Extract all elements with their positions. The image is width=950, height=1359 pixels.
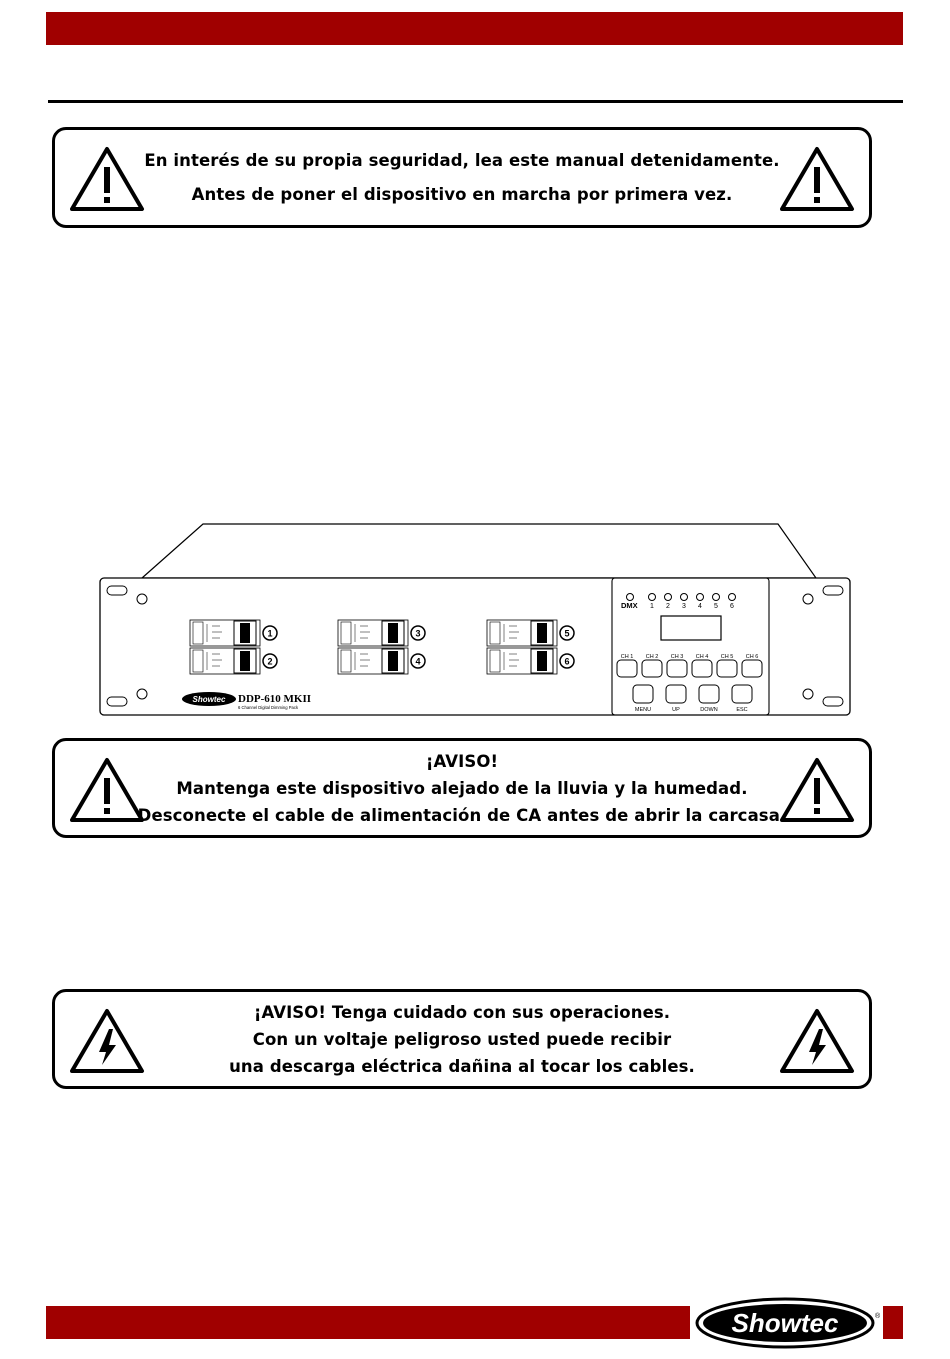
exclamation-triangle-icon — [779, 756, 855, 824]
led-label: 6 — [730, 603, 734, 610]
logo-text: Showtec — [731, 1308, 839, 1338]
control-button-label: MENU — [634, 707, 652, 713]
device-logo — [182, 692, 236, 706]
device-illustration — [95, 520, 855, 720]
led-label: 5 — [714, 603, 718, 610]
moisture-title: ¡AVISO! — [425, 751, 499, 771]
electric-line-3: una descarga eléctrica dañina al tocar los cables. — [229, 1056, 695, 1076]
device-subtitle: 6 Channel Digital Dimming Pack — [238, 705, 299, 710]
safety-line-1: En interés de su propia seguridad, lea este manual detenidamente. — [144, 151, 780, 170]
showtec-logo — [693, 1296, 883, 1350]
moisture-warning-box — [52, 738, 872, 838]
control-button-label: ESC — [736, 707, 748, 713]
breaker-number: 3 — [415, 628, 421, 639]
footer-bar-left — [46, 1306, 690, 1339]
safety-warning-text — [144, 130, 780, 225]
moisture-warning-text — [135, 741, 789, 835]
high-voltage-icon — [779, 1007, 855, 1075]
safety-line-2: Antes de poner el dispositivo en marcha por primera vez. — [191, 185, 733, 204]
svg-text:®: ® — [875, 1313, 881, 1320]
channel-button-label: CH 1 — [620, 654, 634, 660]
moisture-line-1: Mantenga este dispositivo alejado de la lluvia y la humedad. — [176, 778, 748, 798]
electric-warning-box — [52, 989, 872, 1089]
electric-line-2: Con un voltaje peligroso usted puede recibir — [252, 1029, 672, 1049]
led-label: 4 — [698, 603, 702, 610]
channel-button-label: CH 2 — [645, 654, 659, 660]
high-voltage-icon — [69, 1007, 145, 1075]
electric-line-1: ¡AVISO! Tenga cuidado con sus operaciones. — [253, 1002, 671, 1022]
electric-warning-text — [155, 992, 769, 1086]
footer-bar-right — [883, 1306, 903, 1339]
header-bar — [46, 12, 903, 45]
device-brand-text: Showtec — [192, 695, 226, 704]
led-label: 2 — [666, 603, 670, 610]
channel-button-label: CH 6 — [745, 654, 759, 660]
dmx-label: DMX — [621, 601, 638, 610]
control-button-label: DOWN — [700, 707, 718, 713]
breaker-number: 1 — [267, 628, 273, 639]
breaker-number: 6 — [564, 656, 570, 667]
device-lid — [142, 524, 816, 578]
breaker-number: 2 — [267, 656, 273, 667]
channel-button-label: CH 4 — [695, 654, 709, 660]
exclamation-triangle-icon — [69, 756, 145, 824]
channel-button-label: CH 5 — [720, 654, 734, 660]
control-button-label: UP — [672, 707, 680, 713]
channel-button-label: CH 3 — [670, 654, 684, 660]
breaker-number: 5 — [564, 628, 570, 639]
device-model: DDP-610 MKII — [238, 693, 312, 705]
moisture-line-2: Desconecte el cable de alimentación de CA antes de abrir la carcasa. — [137, 805, 787, 825]
header-rule — [48, 100, 903, 103]
exclamation-triangle-icon — [779, 145, 855, 213]
exclamation-triangle-icon — [69, 145, 145, 213]
breaker-number: 4 — [415, 656, 421, 667]
led-label: 1 — [650, 603, 654, 610]
led-label: 3 — [682, 603, 686, 610]
safety-warning-box — [52, 127, 872, 228]
